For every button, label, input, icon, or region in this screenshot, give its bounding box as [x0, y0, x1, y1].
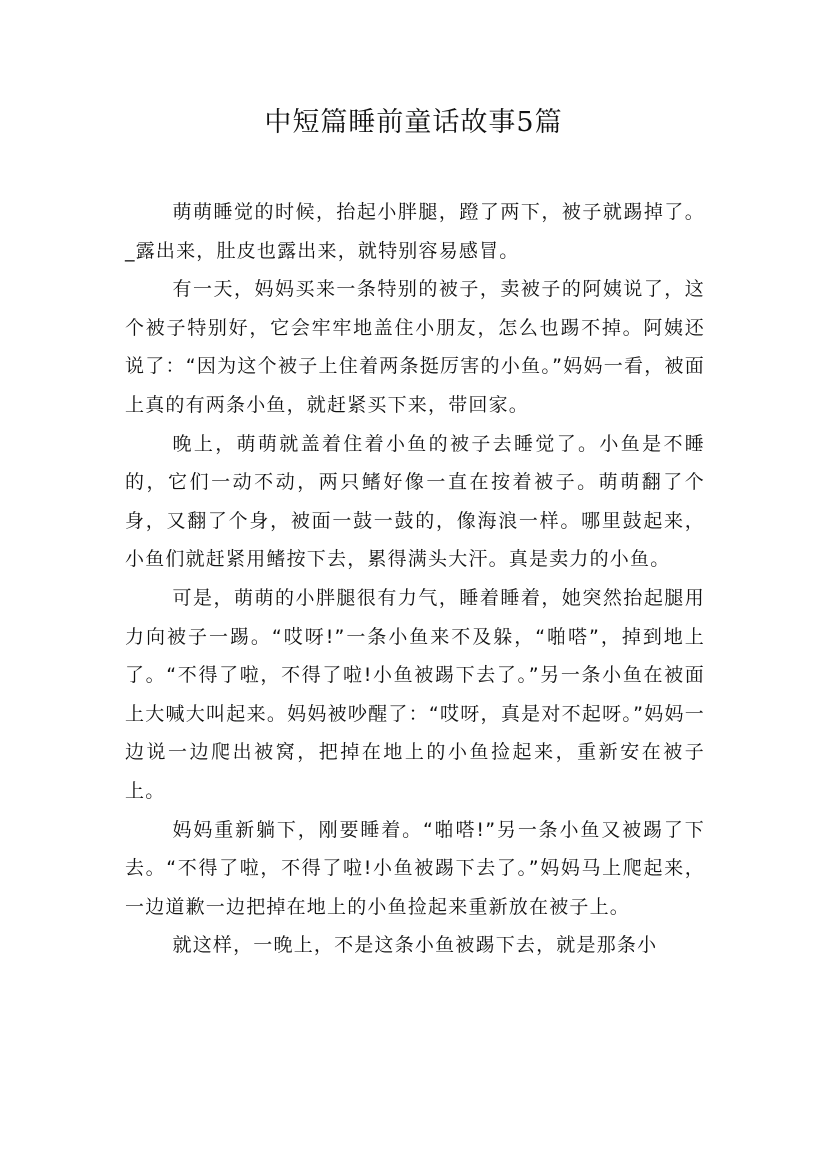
- document-body: [125, 193, 705, 965]
- paragraph-5: 妈妈重新躺下，刚要睡着。“啪嗒!”另一条小鱼又被踢了下去。“不得了啦，不得了啦!小鱼被踢下去了。”妈妈马上爬起来，一边道歉一边把掉在地上的小鱼捡起来重新放在被子上。: [125, 818, 705, 918]
- paragraph-6: 就这样，一晚上，不是这条小鱼被踢下去，就是那条小: [172, 934, 658, 957]
- paragraph-1: 萌萌睡觉的时候，抬起小胖腿，蹬了两下，被子就踢掉了。_露出来，肚皮也露出来，就特别容易感冒。: [125, 201, 705, 262]
- paragraph-4: 可是，萌萌的小胖腿很有力气，睡着睡着，她突然抬起腿用力向被子一踢。“哎呀!”一条小鱼来不及躲，“啪嗒”，掉到地上了。“不得了啦，不得了啦!小鱼被踢下去了。”另一条小鱼在被面上大喊大叫起来。妈妈被吵醒了：“哎呀，真是对不起呀。”妈妈一边说一边爬出被窝，把掉在地上的小鱼捡起来，重新安在被子上。: [125, 586, 705, 802]
- paragraph-2: 有一天，妈妈买来一条特别的被子，卖被子的阿姨说了，这个被子特别好，它会牢牢地盖住小朋友，怎么也踢不掉。阿姨还说了：“因为这个被子上住着两条挺厉害的小鱼。”妈妈一看，被面上真的有两条小鱼，就赶紧买下来，带回家。: [125, 278, 705, 416]
- document-title: 中短篇睡前童话故事5篇: [264, 107, 563, 138]
- paragraph-3: 晚上，萌萌就盖着住着小鱼的被子去睡觉了。小鱼是不睡的，它们一动不动，两只鳍好像一直在按着被子。萌萌翻了个身，又翻了个身，被面一鼓一鼓的，像海浪一样。哪里鼓起来，小鱼们就赶紧用鳍按下去，累得满头大汗。真是卖力的小鱼。: [125, 432, 705, 571]
